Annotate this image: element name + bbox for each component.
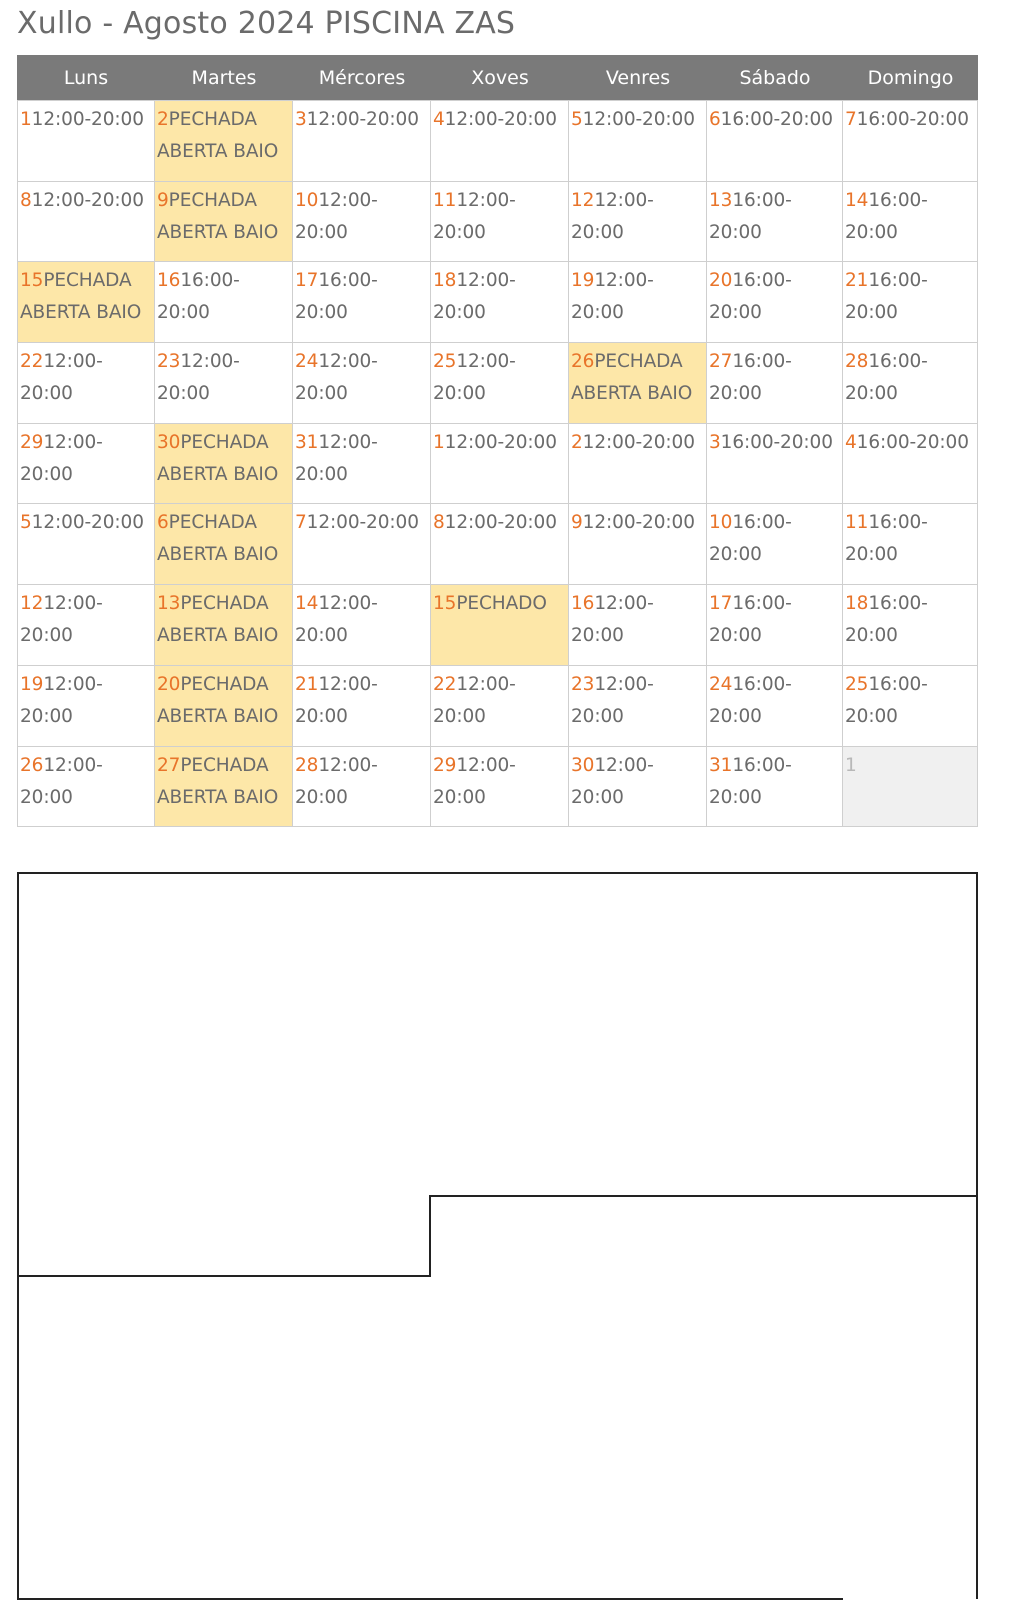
calendar-day-cell[interactable] — [843, 343, 978, 424]
day-number: 11 — [433, 189, 457, 211]
calendar-day-cell[interactable] — [17, 666, 155, 747]
day-number: 7 — [845, 109, 857, 130]
day-number: 30 — [571, 754, 595, 776]
calendar-day-cell[interactable] — [155, 504, 293, 585]
calendar — [17, 55, 978, 827]
calendar-day-cell[interactable] — [431, 747, 569, 828]
day-hours: PECHADA ABERTA BAIO — [157, 109, 279, 162]
day-hours: 12:00-20:00 — [582, 512, 695, 534]
day-hours: PECHADA ABERTA BAIO — [571, 351, 693, 405]
day-hours: 12:00-20:00 — [295, 351, 378, 405]
day-number: 11 — [845, 512, 869, 534]
day-hours: 12:00-20:00 — [433, 754, 516, 808]
calendar-day-cell[interactable] — [707, 747, 843, 828]
day-number: 21 — [295, 673, 319, 695]
day-number: 30 — [157, 431, 181, 453]
calendar-day-cell[interactable] — [569, 182, 707, 263]
day-hours: 12:00-20:00 — [433, 270, 516, 324]
day-hours: PECHADO — [456, 593, 547, 615]
weekday-header — [17, 55, 978, 100]
day-hours: 16:00-20:00 — [709, 270, 792, 324]
day-number: 3 — [295, 109, 307, 130]
day-number: 6 — [157, 512, 169, 534]
calendar-day-cell[interactable] — [155, 585, 293, 666]
calendar-day-cell[interactable] — [17, 585, 155, 666]
day-hours: 12:00-20:00 — [444, 109, 557, 130]
day-number: 19 — [571, 270, 595, 292]
day-number: 4 — [433, 109, 445, 130]
calendar-day-cell[interactable] — [843, 101, 978, 182]
day-number: 9 — [571, 512, 583, 534]
weekday-monday: Luns — [63, 66, 109, 89]
calendar-day-cell[interactable] — [569, 747, 707, 828]
day-number: 20 — [709, 270, 733, 292]
day-number: 15 — [20, 270, 44, 292]
day-number: 27 — [157, 754, 181, 776]
day-number: 8 — [20, 189, 32, 211]
day-hours: 16:00-20:00 — [709, 512, 792, 566]
calendar-day-cell[interactable] — [155, 666, 293, 747]
day-hours: 16:00-20:00 — [856, 431, 969, 453]
day-hours: 16:00-20:00 — [845, 593, 928, 647]
day-number: 29 — [433, 754, 457, 776]
day-hours: 16:00-20:00 — [856, 109, 969, 130]
day-number: 13 — [709, 189, 733, 211]
day-number: 29 — [20, 431, 44, 453]
calendar-day-cell[interactable] — [431, 343, 569, 424]
day-hours: 12:00-20:00 — [20, 593, 103, 647]
calendar-day-cell[interactable] — [293, 182, 431, 263]
day-number: 1 — [20, 109, 32, 130]
calendar-day-cell[interactable] — [569, 424, 707, 505]
calendar-day-cell[interactable] — [843, 262, 978, 343]
calendar-day-cell[interactable] — [431, 424, 569, 505]
calendar-day-cell[interactable] — [293, 262, 431, 343]
day-hours: 16:00-20:00 — [845, 270, 928, 324]
calendar-day-cell[interactable] — [431, 585, 569, 666]
day-number: 31 — [295, 431, 319, 453]
day-number: 14 — [845, 189, 869, 211]
day-number: 7 — [295, 512, 307, 534]
day-hours: 12:00-20:00 — [20, 754, 103, 808]
day-number: 24 — [295, 351, 319, 373]
day-hours: 12:00-20:00 — [444, 512, 557, 534]
day-number: 17 — [295, 270, 319, 292]
day-number: 10 — [295, 189, 319, 211]
calendar-day-cell[interactable] — [569, 666, 707, 747]
calendar-day-cell[interactable] — [293, 504, 431, 585]
calendar-day-cell[interactable] — [293, 343, 431, 424]
day-hours: 12:00-20:00 — [433, 673, 516, 727]
day-number: 28 — [845, 351, 869, 373]
calendar-day-cell[interactable] — [707, 585, 843, 666]
day-number: 24 — [709, 673, 733, 695]
day-number: 13 — [157, 593, 181, 615]
calendar-day-cell[interactable] — [293, 424, 431, 505]
day-hours: 12:00-20:00 — [582, 109, 695, 130]
day-hours: 16:00-20:00 — [157, 270, 240, 324]
calendar-day-cell[interactable] — [569, 504, 707, 585]
page-title: Xullo - Agosto 2024 PISCINA ZAS — [17, 6, 516, 41]
day-number: 17 — [709, 593, 733, 615]
day-number: 25 — [845, 673, 869, 695]
day-hours: 12:00-20:00 — [295, 593, 378, 647]
calendar-day-cell[interactable] — [707, 424, 843, 505]
day-number: 22 — [433, 673, 457, 695]
day-hours: 16:00-20:00 — [709, 351, 792, 405]
calendar-day-cell[interactable] — [17, 424, 155, 505]
day-hours: 12:00-20:00 — [295, 754, 378, 808]
calendar-day-cell[interactable] — [17, 262, 155, 343]
calendar-day-cell[interactable] — [707, 262, 843, 343]
day-number: 10 — [709, 512, 733, 534]
day-hours: 12:00-20:00 — [571, 270, 654, 324]
day-number: 26 — [20, 754, 44, 776]
day-hours: PECHADA ABERTA BAIO — [157, 673, 279, 727]
day-hours: 12:00-20:00 — [444, 431, 557, 453]
calendar-day-cell[interactable] — [17, 343, 155, 424]
calendar-day-cell[interactable] — [293, 585, 431, 666]
day-hours: 12:00-20:00 — [31, 189, 144, 211]
day-hours: 12:00-20:00 — [31, 109, 144, 130]
day-number: 26 — [571, 351, 595, 373]
calendar-day-cell[interactable] — [431, 262, 569, 343]
day-number: 20 — [157, 673, 181, 695]
weekday-thursday: Xoves — [471, 66, 529, 89]
day-number: 22 — [20, 351, 44, 373]
day-hours: 12:00-20:00 — [295, 189, 378, 243]
day-hours: 12:00-20:00 — [571, 189, 654, 243]
calendar-day-cell[interactable] — [155, 424, 293, 505]
day-number: 9 — [157, 189, 169, 211]
calendar-day-cell[interactable] — [17, 504, 155, 585]
day-hours: 12:00-20:00 — [306, 512, 419, 534]
day-hours: 16:00-20:00 — [295, 270, 378, 324]
calendar-day-cell[interactable] — [431, 666, 569, 747]
day-hours: 16:00-20:00 — [720, 109, 833, 130]
day-number: 4 — [845, 431, 857, 453]
calendar-day-cell[interactable] — [431, 101, 569, 182]
weekday-sunday: Domingo — [867, 66, 954, 89]
day-hours: 12:00-20:00 — [571, 593, 654, 647]
day-number: 1 — [433, 431, 445, 453]
day-hours: 16:00-20:00 — [709, 593, 792, 647]
day-number: 1 — [845, 754, 857, 776]
day-number: 23 — [157, 351, 181, 373]
calendar-day-cell[interactable] — [293, 666, 431, 747]
weekday-tuesday: Martes — [191, 66, 257, 89]
day-number: 12 — [571, 189, 595, 211]
day-number: 28 — [295, 754, 319, 776]
day-hours: 12:00-20:00 — [433, 351, 516, 405]
calendar-day-cell[interactable] — [843, 585, 978, 666]
day-hours: 16:00-20:00 — [845, 189, 928, 243]
calendar-day-cell[interactable] — [843, 504, 978, 585]
day-number: 8 — [433, 512, 445, 534]
day-hours: 16:00-20:00 — [845, 512, 928, 566]
day-number: 2 — [157, 109, 169, 130]
day-hours: 16:00-20:00 — [845, 673, 928, 727]
day-number: 23 — [571, 673, 595, 695]
day-hours: 16:00-20:00 — [720, 431, 833, 453]
weekday-saturday: Sábado — [739, 66, 811, 89]
day-hours: 12:00-20:00 — [433, 189, 516, 243]
calendar-day-cell[interactable] — [843, 747, 978, 828]
day-hours: 12:00-20:00 — [20, 431, 103, 485]
day-hours: PECHADA ABERTA BAIO — [157, 593, 279, 647]
day-number: 18 — [845, 593, 869, 615]
day-hours: PECHADA ABERTA BAIO — [157, 189, 279, 243]
calendar-day-cell[interactable] — [707, 343, 843, 424]
day-number: 31 — [709, 754, 733, 776]
day-hours: 12:00-20:00 — [571, 754, 654, 808]
day-number: 25 — [433, 351, 457, 373]
calendar-day-cell[interactable] — [707, 666, 843, 747]
calendar-day-cell[interactable] — [431, 182, 569, 263]
day-number: 16 — [571, 593, 595, 615]
day-number: 3 — [709, 431, 721, 453]
calendar-day-cell[interactable] — [569, 101, 707, 182]
calendar-grid — [17, 100, 978, 827]
day-number: 15 — [433, 593, 457, 615]
day-hours: 12:00-20:00 — [582, 431, 695, 453]
day-number: 27 — [709, 351, 733, 373]
calendar-day-cell[interactable] — [707, 101, 843, 182]
day-number: 5 — [20, 512, 32, 534]
day-hours: 12:00-20:00 — [20, 673, 103, 727]
calendar-day-cell[interactable] — [155, 747, 293, 828]
day-number: 21 — [845, 270, 869, 292]
day-hours: PECHADA ABERTA BAIO — [20, 270, 142, 324]
calendar-day-cell[interactable] — [17, 747, 155, 828]
calendar-day-cell[interactable] — [569, 343, 707, 424]
day-hours: PECHADA ABERTA BAIO — [157, 512, 279, 566]
day-number: 5 — [571, 109, 583, 130]
calendar-day-cell[interactable] — [155, 182, 293, 263]
day-hours: PECHADA ABERTA BAIO — [157, 754, 279, 808]
calendar-day-cell[interactable] — [293, 747, 431, 828]
calendar-day-cell[interactable] — [843, 182, 978, 263]
calendar-day-cell[interactable] — [569, 262, 707, 343]
weekday-wednesday: Mércores — [318, 66, 406, 89]
day-hours: 12:00-20:00 — [20, 351, 103, 405]
day-number: 6 — [709, 109, 721, 130]
calendar-day-cell[interactable] — [155, 101, 293, 182]
calendar-day-cell[interactable] — [155, 262, 293, 343]
day-hours: 16:00-20:00 — [709, 754, 792, 808]
day-number: 14 — [295, 593, 319, 615]
calendar-day-cell[interactable] — [155, 343, 293, 424]
calendar-day-cell[interactable] — [293, 101, 431, 182]
day-hours: 16:00-20:00 — [845, 351, 928, 405]
day-hours: 12:00-20:00 — [295, 431, 378, 485]
day-hours: 12:00-20:00 — [157, 351, 240, 405]
calendar-day-cell[interactable] — [17, 101, 155, 182]
day-hours: 12:00-20:00 — [306, 109, 419, 130]
day-hours: 16:00-20:00 — [709, 673, 792, 727]
calendar-day-cell[interactable] — [17, 182, 155, 263]
day-number: 16 — [157, 270, 181, 292]
day-number: 18 — [433, 270, 457, 292]
day-number: 19 — [20, 673, 44, 695]
day-hours: 12:00-20:00 — [295, 673, 378, 727]
day-hours: 12:00-20:00 — [31, 512, 144, 534]
day-hours: PECHADA ABERTA BAIO — [157, 431, 279, 485]
calendar-day-cell[interactable] — [431, 504, 569, 585]
day-hours: 12:00-20:00 — [571, 673, 654, 727]
calendar-day-cell[interactable] — [843, 424, 978, 505]
day-number: 12 — [20, 593, 44, 615]
calendar-day-cell[interactable] — [707, 182, 843, 263]
day-hours: 16:00-20:00 — [709, 189, 792, 243]
day-number: 2 — [571, 431, 583, 453]
weekday-friday: Venres — [605, 66, 671, 89]
calendar-day-cell[interactable] — [569, 585, 707, 666]
calendar-day-cell[interactable] — [843, 666, 978, 747]
calendar-day-cell[interactable] — [707, 504, 843, 585]
